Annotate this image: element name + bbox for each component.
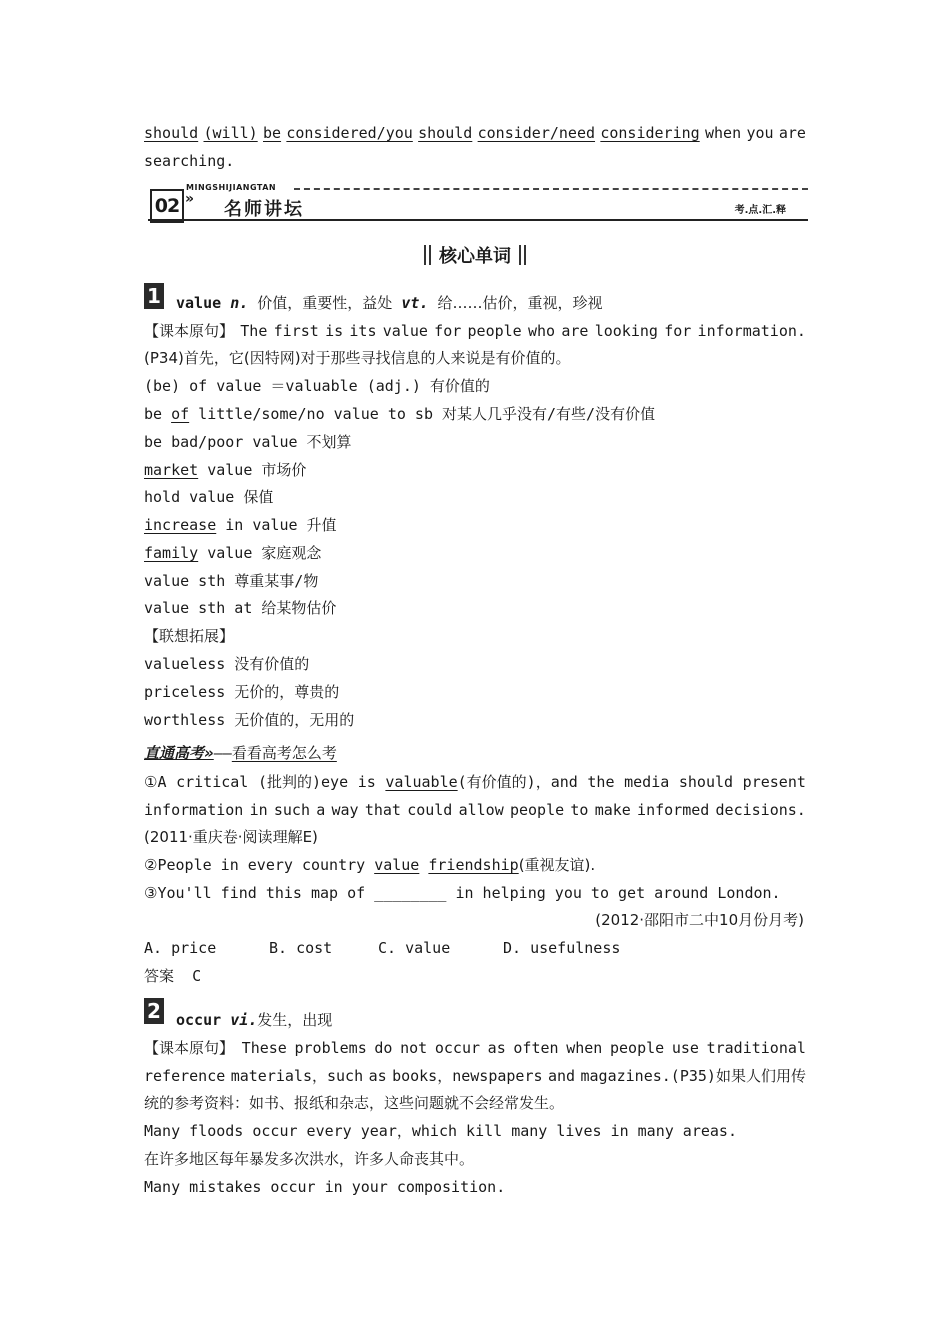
phrase-line (144, 515, 337, 535)
definition: 给……估价，重视，珍视 (437, 294, 603, 312)
choice-d: D. usefulness (503, 939, 621, 957)
word: when (566, 1039, 603, 1057)
example-1-line-1 (144, 772, 806, 792)
word: who (527, 322, 556, 340)
head-word: value (176, 294, 222, 312)
text: market (144, 461, 199, 479)
word: should (418, 124, 473, 142)
phrase-line: value sth 尊重某事/物 (144, 572, 319, 590)
divider (294, 188, 808, 190)
text: increase (144, 516, 217, 534)
word: people (609, 1039, 665, 1057)
word: such (273, 801, 310, 819)
word: information (144, 801, 244, 819)
text: of (171, 405, 190, 423)
core-words-label: 核心单词 (439, 246, 511, 267)
word: These (241, 1039, 287, 1057)
item-number-badge: 2 (144, 998, 164, 1024)
word: first (273, 322, 319, 340)
phrase-line: hold value 保值 (144, 488, 274, 506)
answer-value: C (192, 967, 202, 985)
definition: 价值，重要性，益处 (257, 294, 393, 312)
text: value (374, 856, 420, 874)
word: for (664, 322, 692, 340)
example-2 (144, 855, 595, 875)
phrase-line: (be) of value ＝valuable (adj.) 有价值的 (144, 377, 490, 395)
phrase-line (144, 543, 321, 563)
word: that (364, 801, 401, 819)
text: value 家庭观念 (198, 544, 322, 562)
word: its (349, 322, 377, 340)
word: not (400, 1039, 428, 1057)
exam-subtitle: 看看高考怎么考 (231, 744, 337, 762)
word: consider/need (477, 124, 596, 142)
word: informed (637, 801, 710, 819)
example-sentence: Many mistakes occur in your composition. (144, 1178, 506, 1196)
label: 【课本原句】 (144, 1039, 235, 1057)
word: as (368, 1067, 387, 1085)
phrase-line: worthless 无价值的，无用的 (144, 711, 355, 729)
phrase-line: priceless 无价的，尊贵的 (144, 683, 340, 701)
word: reference (144, 1067, 226, 1085)
word: often (513, 1039, 559, 1057)
text: valuable (385, 773, 458, 791)
text: —— (213, 744, 232, 762)
word: decisions. (715, 801, 806, 819)
word: considered/you (286, 124, 413, 142)
part-of-speech: vi. (230, 1011, 258, 1029)
item-number-badge: 1 (144, 283, 164, 309)
word: allow (458, 801, 504, 819)
word: are (778, 124, 806, 142)
choices (144, 938, 620, 958)
divider (148, 219, 808, 221)
bar-decoration (424, 245, 431, 265)
definition: 发生，出现 (257, 1011, 333, 1029)
word: magazines.(P35)如果人们用传 (580, 1067, 806, 1085)
word: are (561, 322, 589, 340)
part-of-speech: vt. (401, 294, 429, 312)
word: is (357, 773, 376, 791)
section-number: 02 (150, 189, 184, 223)
original-translation: 统的参考资料：如书、报纸和杂志，这些问题就不会经常发生。 (144, 1094, 565, 1112)
choice-c: C. value (378, 939, 451, 957)
answer-line (144, 966, 201, 986)
text: little/some/no value to sb 对某人几乎没有/有些/没有价值 (189, 405, 656, 423)
word: should (678, 773, 734, 791)
text: friendship (428, 856, 519, 874)
example-3: ③You'll find this map of ________ in helping you to get around London. (144, 884, 781, 902)
section-label: 【联想拓展】 (144, 627, 235, 645)
original-translation: (P34)首先，它(因特网)对于那些寻找信息的人来说是有价值的。 (144, 349, 571, 367)
section-subtitle: 考.点.汇.释 (734, 205, 786, 216)
section-pinyin: MINGSHIJIANGTAN (186, 183, 277, 192)
word (385, 772, 577, 792)
phrase-line (144, 460, 306, 480)
word: people (467, 322, 522, 340)
word: media (624, 773, 670, 791)
original-sentence (144, 321, 806, 341)
section-title: 名师讲坛 (224, 199, 304, 220)
section-header (148, 183, 808, 223)
text: ②People in every country (144, 856, 375, 874)
text: family (144, 544, 199, 562)
word: to (570, 801, 589, 819)
text: be (144, 405, 172, 423)
item-heading (176, 293, 602, 313)
word: do (374, 1039, 393, 1057)
word: considering (600, 124, 700, 142)
bar-decoration (519, 245, 526, 265)
top-line-2: searching. (144, 152, 235, 170)
original-sentence-line-2 (144, 1066, 806, 1086)
word: make (594, 801, 631, 819)
label: 【课本原句】 (144, 322, 235, 340)
example-source: (2011·重庆卷·阅读理解E) (144, 828, 318, 846)
word: books，newspapers (392, 1067, 543, 1085)
head-word: occur (176, 1011, 222, 1029)
word: The (240, 322, 268, 340)
text: value 市场价 (198, 461, 307, 479)
word: traditional (706, 1039, 806, 1057)
original-sentence (144, 1038, 806, 1058)
word: use (671, 1039, 699, 1057)
word: ①A (144, 773, 167, 791)
word: value (382, 322, 428, 340)
phrase-line: valueless 没有价值的 (144, 655, 310, 673)
part-of-speech: n. (230, 294, 249, 312)
example-1-line-2 (144, 800, 806, 820)
word: when (705, 124, 742, 142)
exam-label: 直通高考» (144, 744, 214, 762)
text: in value 升值 (216, 516, 337, 534)
word: be (263, 124, 282, 142)
word: (批判的)eye (257, 773, 349, 791)
word: information. (697, 322, 806, 340)
phrase-line (144, 404, 655, 424)
word: problems (294, 1039, 367, 1057)
word: looking (594, 322, 658, 340)
double-chevron-icon: » (185, 191, 195, 207)
word: in (249, 801, 268, 819)
word: for (434, 322, 462, 340)
core-words-title (0, 242, 950, 268)
text: (有价值的)，and (457, 773, 578, 791)
word: (will) (203, 124, 258, 142)
top-line-1 (144, 123, 806, 143)
example-sentence: Many floods occur every year，which kill many lives in many areas. (144, 1122, 737, 1140)
word: occur (434, 1039, 481, 1057)
word: is (325, 322, 344, 340)
answer-label: 答案 (144, 967, 175, 985)
choice-a: A. price (144, 939, 217, 957)
exam-header (144, 743, 337, 763)
phrase-line: be bad/poor value 不划算 (144, 433, 352, 451)
choice-b: B. cost (269, 939, 333, 957)
text: (重视友谊). (518, 856, 596, 874)
word: materials，such (230, 1067, 364, 1085)
word: a (316, 801, 326, 819)
phrase-line: value sth at 给某物估价 (144, 599, 337, 617)
word: as (487, 1039, 506, 1057)
example-translation: 在许多地区每年暴发多次洪水，许多人命丧其中。 (144, 1150, 475, 1168)
word: should (144, 124, 199, 142)
word: you (746, 124, 774, 142)
word: people (509, 801, 565, 819)
word: and (547, 1067, 576, 1085)
word: critical (176, 773, 249, 791)
item-heading (176, 1010, 332, 1030)
word: could (407, 801, 453, 819)
word: way (331, 801, 359, 819)
example-source: (2012·邵阳市二中10月份月考) (595, 911, 804, 929)
word: present (742, 773, 806, 791)
word: the (587, 773, 615, 791)
